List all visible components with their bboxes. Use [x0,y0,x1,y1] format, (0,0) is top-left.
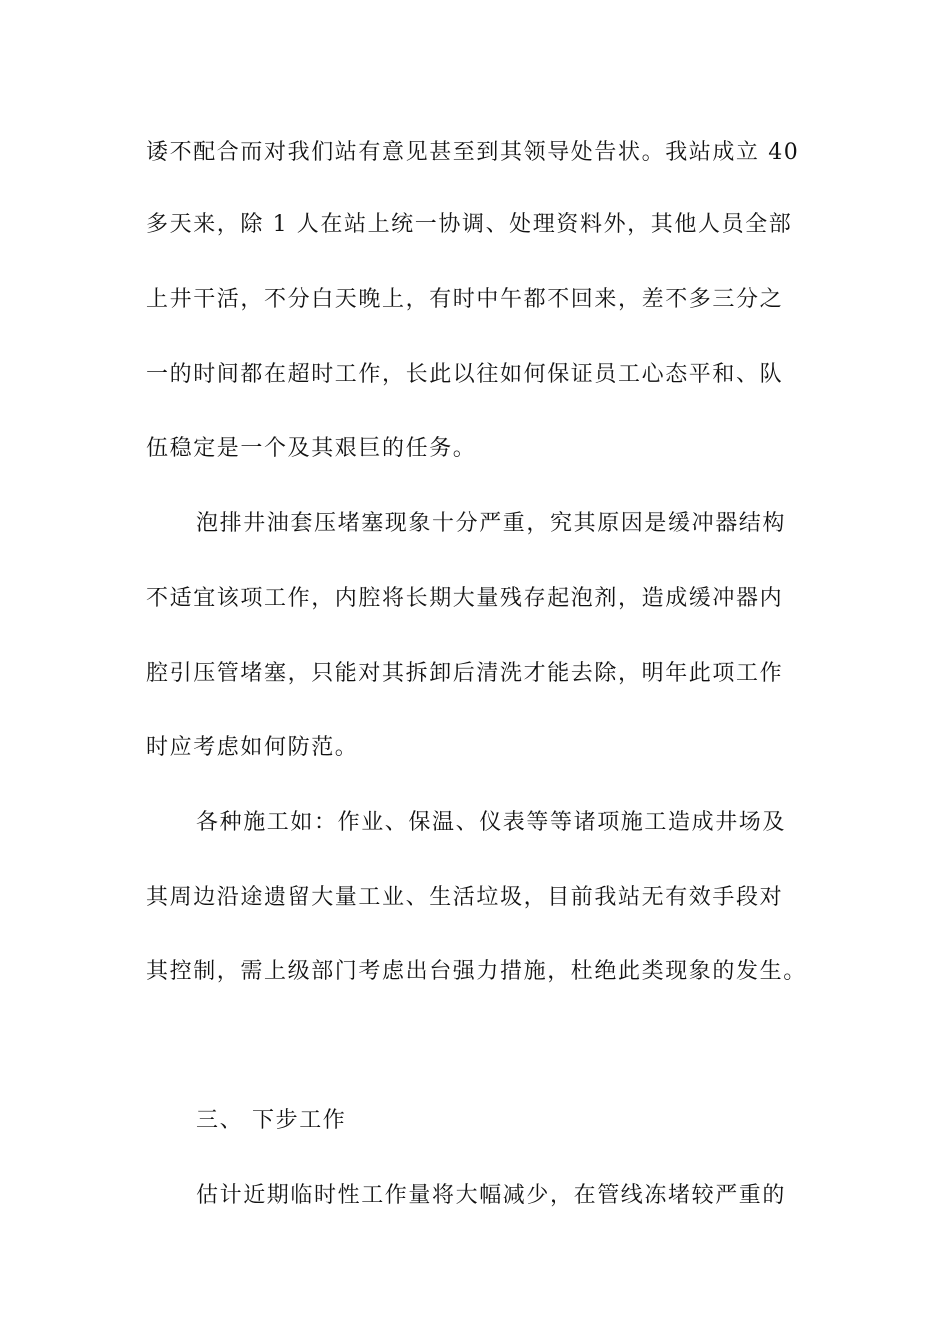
paragraph-1-line-2: 多天来，除 1 人在站上统一协调、处理资料外，其他人员全部 [146,212,793,237]
paragraph-1-line-5: 伍稳定是一个及其艰巨的任务。 [146,436,477,461]
paragraph-1-line-3: 上井干活，不分白天晚上，有时中午都不回来，差不多三分之 [146,287,784,312]
paragraph-2-line-3: 腔引压管堵塞，只能对其拆卸后清洗才能去除，明年此项工作 [146,661,784,686]
paragraph-2-line-4: 时应考虑如何防范。 [146,735,359,760]
paragraph-2-line-1: 泡排井油套压堵塞现象十分严重，究其原因是缓冲器结构 [196,511,787,536]
paragraph-3-line-3: 其控制，需上级部门考虑出台强力措施，杜绝此类现象的发生。 [146,959,807,984]
final-paragraph-line-1: 估计近期临时性工作量将大幅减少，在管线冻堵较严重的 [196,1183,787,1208]
section-heading-title: 下步工作 [252,1108,347,1133]
paragraph-1-line-4: 一的时间都在超时工作，长此以往如何保证员工心态平和、队 [146,362,784,387]
section-heading-number: 三、 [196,1108,244,1133]
section-heading [196,1106,896,1136]
paragraph-3-line-1: 各种施工如：作业、保温、仪表等等诸项施工造成井场及 [196,810,787,835]
paragraph-1-line-1: 诿不配合而对我们站有意见甚至到其领导处告状。我站成立 40 [146,140,800,165]
paragraph-3-line-2: 其周边沿途遗留大量工业、生活垃圾，目前我站无有效手段对 [146,885,784,910]
paragraph-2-line-2: 不适宜该项工作，内腔将长期大量残存起泡剂，造成缓冲器内 [146,586,784,611]
